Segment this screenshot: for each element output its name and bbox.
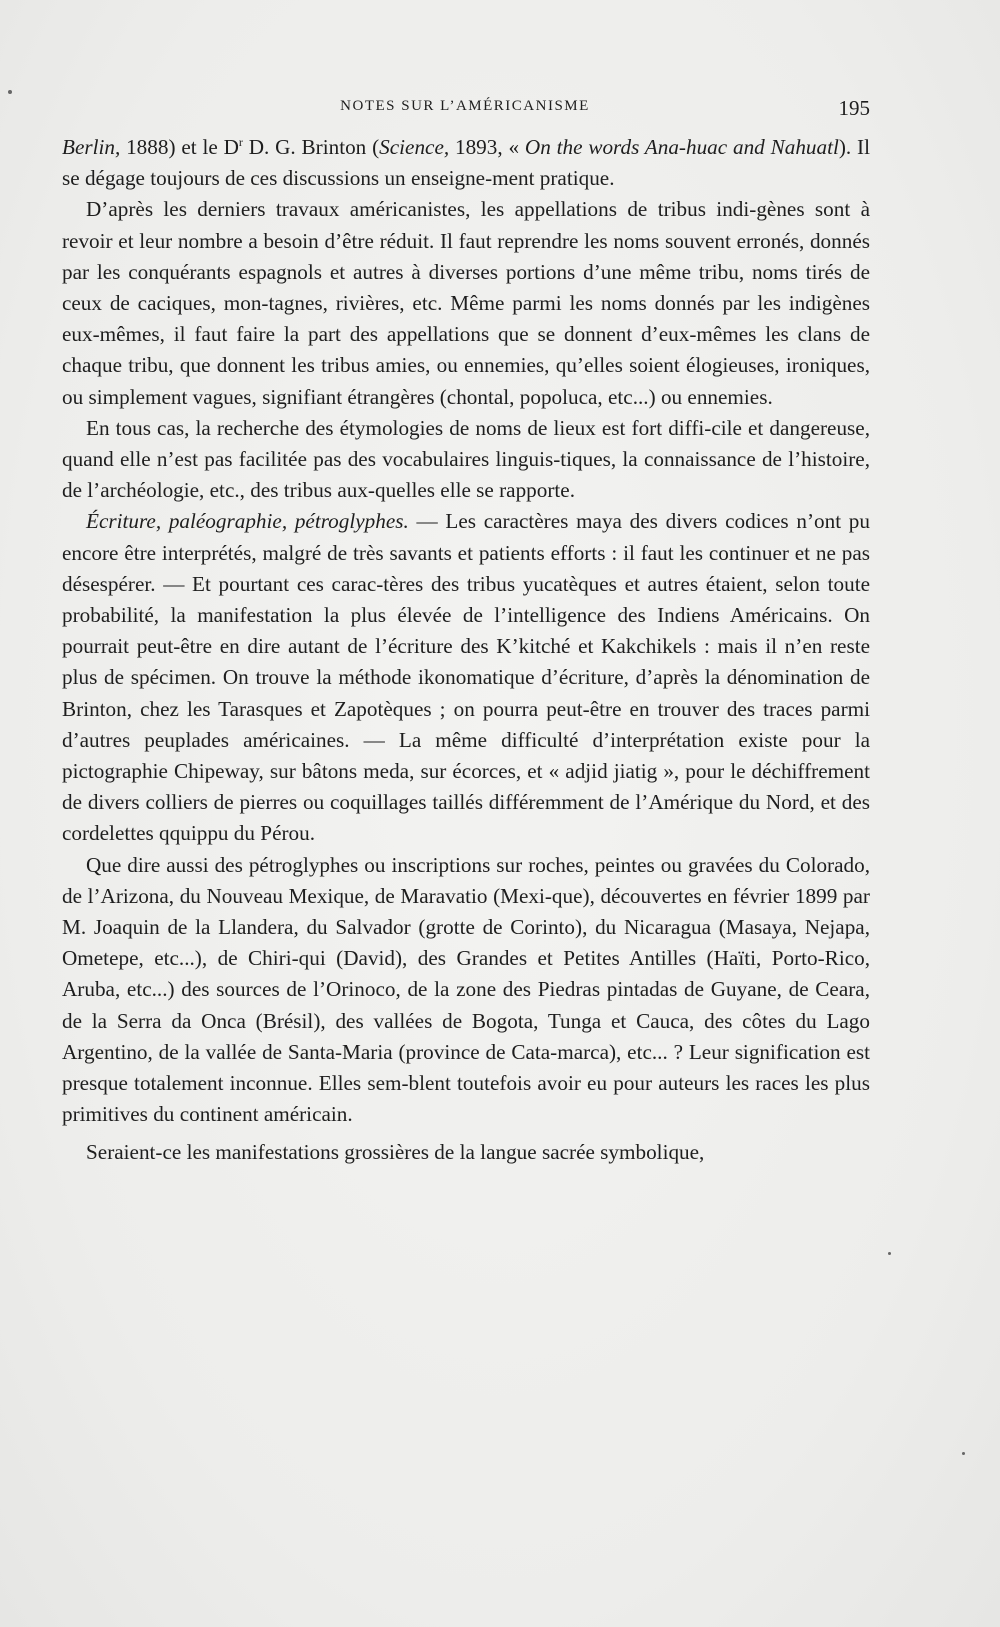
paragraph-2: D’après les derniers travaux américanistes, les appellations de tribus indi-gènes sont à revoir et leur nombre a besoin d’être réduit. Il faut reprendre les noms souvent erronés, donnés par les conquérants espagnols et autres à diverses portions d’une même tribu, noms tirés de ceux de caciques, mon-tagnes, rivières, etc. Même parmi les noms donnés par les indigènes eux-mêmes, il faut faire la part des appellations que se donnent d’eux-mêmes les clans de chaque tribu, que donnent les tribus amies, ou ennemies, qu’elles soient élogieuses, ironiques, ou simplement vagues, signifiant étrangères (chontal, popoluca, etc...) ou ennemies. [62,197,870,409]
text-span: 1888) et le D [120,135,239,159]
scan-speck [8,90,12,94]
running-title: NOTES SUR L’AMÉRICANISME [340,98,590,114]
running-header [60,96,870,120]
text-span: Science, [379,135,450,159]
page-number: 195 [838,96,870,120]
section-heading: Écriture, paléographie, pétroglyphes. [86,509,409,534]
text-span: On the words Ana-huac and Nahuatl [524,135,839,159]
text-span: Berlin, [62,135,121,159]
paragraph-1 [62,132,870,194]
text-span: — Les caractères maya des divers codices n’ont pu encore être interprétés, malgré de très savants et patients efforts : il faut les continuer et ne pas désespérer. — Et pourtant ces carac-tères des tribus yucatèques et autres étaient, selon toute probabilité, la manifestation la plus élevée de l’intelligence des Indiens Américains. On pourrait peut-être en dire autant de l’écriture des K’kitché et Kakchikels : mais il n’en reste plus de spécimen. On trouve la méthode ikonomatique d’écriture, d’après la dénomination de Brinton, chez les Tarasques et Zapotèques ; on pourra peut-être en trouver des traces parmi d’autres peuplades américaines. — La même difficulté d’interprétation existe pour la pictographie Chipeway, sur bâtons meda, sur écorces, et « adjid jiatig », pour le déchiffrement de divers colliers de pierres ou coquillages taillés différemment de l’Amérique du Nord, et des cordelettes qquippu du Pérou. [62,509,870,846]
scan-speck [962,1452,965,1455]
paragraph-4 [62,506,870,849]
superscript: r [238,135,243,149]
text-span: D. G. Brinton ( [242,135,380,159]
paragraph-6: Seraient-ce les manifestations grossières de la langue sacrée symbolique, [86,1139,705,1164]
text-span: 1893, « [449,135,525,159]
body-text [62,132,870,1168]
paragraph-3: En tous cas, la recherche des étymologies de noms de lieux est fort diffi-cile et dangereuse, quand elle n’est pas facilitée pas des vocabulaires linguis-tiques, la connaissance de l’histoire, de l’archéologie, etc., des tribus aux-quelles elle se rapporte. [62,415,870,503]
paragraph-5: Que dire aussi des pétroglyphes ou inscriptions sur roches, peintes ou gravées du Colorado, de l’Arizona, du Nouveau Mexique, de Maravatio (Mexi-que), découvertes en février 1899 par M. Joaquin de la Llandera, du Salvador (grotte de Corinto), du Nicaragua (Masaya, Nejapa, Ometepe, etc...), de Chiri-qui (David), des Grandes et Petites Antilles (Haïti, Porto-Rico, Aruba, etc...) des sources de l’Orinoco, de la zone des Piedras pintadas de Guyane, de Ceara, de la Serra da Onca (Brésil), des vallées de Bogota, Tunga et Cauca, des côtes du Lago Argentino, de la vallée de Santa-Maria (province de Cata-marca), etc... ? Leur signification est presque totalement inconnue. Elles sem-blent toutefois avoir eu pour auteurs les races les plus primitives du continent américain. [62,852,870,1127]
scan-speck [888,1252,891,1255]
text-span: ). Il se dégage toujours de ces discussions un enseigne-ment pratique. [62,135,870,191]
